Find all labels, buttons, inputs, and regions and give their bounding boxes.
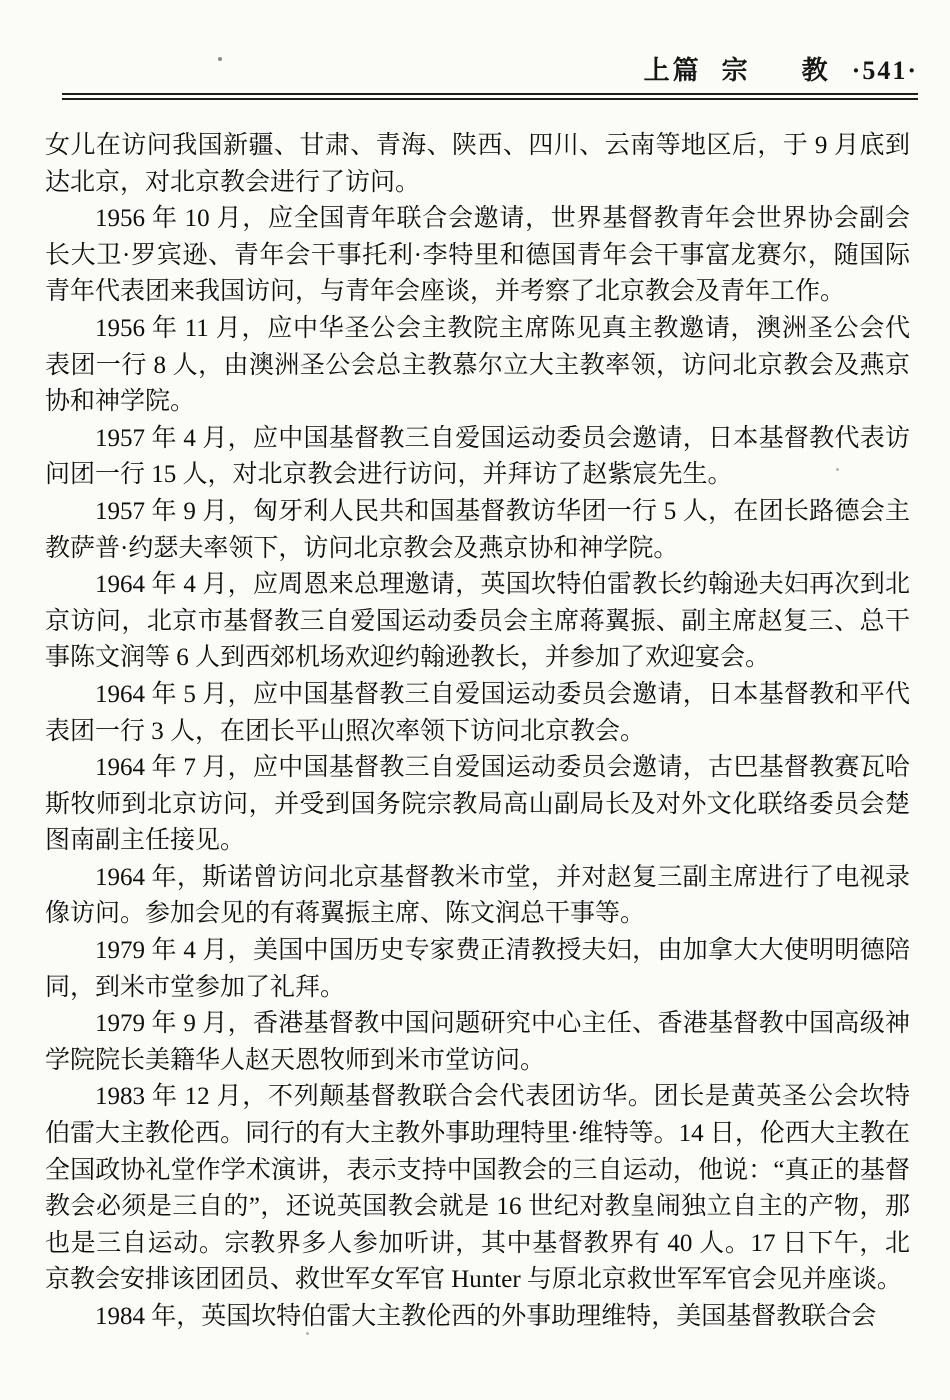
paragraph: 1984 年，英国坎特伯雷大主教伦西的外事助理维特，美国基督教联合会 — [95, 1303, 877, 1330]
paragraph: 1983 年 12 月，不列颠基督教联合会代表团访华。团长是黄英圣公会坎特伯雷大主教伦西。同行的有大主教外事助理特里·维特等。14 日，伦西大主教在全国政协礼堂作学术演讲，表示支持中国教会的三自运动，他说：“真正的基督教会必须是三自的”，还说英国教会就是 16 世纪对教皇闹独立自主的产物，那也是三自运动。宗教界多人参加听讲，其中基督教界有 40 人。17 日下午，北京教会安排该团团员、救世军女军官 Hunter 与原北京救世军军官会见并座谈。 — [45, 1083, 910, 1294]
paragraph: 女儿在访问我国新疆、甘肃、青海、陕西、四川、云南等地区后，于 9 月底到达北京，对北京教会进行了访问。 — [45, 132, 910, 196]
paragraph: 1964 年 4 月，应周恩来总理邀请，英国坎特伯雷教长约翰逊夫妇再次到北京访问，北京市基督教三自爱国运动委员会主席蒋翼振、副主席赵复三、总干事陈文润等 6 人到西郊机场欢迎约翰逊教长，并参加了欢迎宴会。 — [45, 571, 910, 672]
running-head — [62, 0, 918, 87]
scan-speck — [218, 57, 222, 61]
paragraph: 1957 年 4 月，应中国基督教三自爱国运动委员会邀请，日本基督教代表访问团一行 15 人，对北京教会进行访问，并拜访了赵紫宸先生。 — [45, 424, 910, 489]
paragraph: 1964 年，斯诺曾访问北京基督教米市堂，并对赵复三副主席进行了电视录像访问。参加会见的有蒋翼振主席、陈文润总干事等。 — [45, 863, 910, 928]
paragraph: 1979 年 4 月，美国中国历史专家费正清教授夫妇，由加拿大大使明明德陪同，到米市堂参加了礼拜。 — [45, 937, 910, 1001]
header-double-rule — [62, 93, 918, 100]
running-head-subject: 宗 教 — [721, 56, 842, 85]
scan-speck — [306, 1332, 309, 1335]
paragraph: 1956 年 11 月，应中华圣公会主教院主席陈见真主教邀请，澳洲圣公会代表团一行 8 人，由澳洲圣公会总主教慕尔立大主教率领，访问北京教会及燕京协和神学院。 — [45, 314, 910, 416]
paragraph: 1964 年 7 月，应中国基督教三自爱国运动委员会邀请，古巴基督教赛瓦哈斯牧师到北京访问，并受到国务院宗教局高山副局长及对外文化联络委员会楚图南副主任接见。 — [45, 754, 910, 855]
running-head-section: 上篇 — [643, 56, 702, 85]
paragraph: 1956 年 10 月，应全国青年联合会邀请，世界基督教青年会世界协会副会长大卫·罗宾逊、青年会干事托利·李特里和德国青年会干事富龙赛尔，随国际青年代表团来我国访问，与青年会座谈，并考察了北京教会及青年工作。 — [45, 205, 910, 306]
scan-speck — [836, 468, 839, 471]
paragraph: 1957 年 9 月，匈牙利人民共和国基督教访华团一行 5 人，在团长路德会主教萨普·约瑟夫率领下，访问北京教会及燕京协和神学院。 — [45, 497, 910, 562]
body-text-column — [45, 128, 910, 1336]
page-number: ·541· — [851, 56, 918, 85]
paragraph: 1979 年 9 月，香港基督教中国问题研究中心主任、香港基督教中国高级神学院院长美籍华人赵天恩牧师到米市堂访问。 — [45, 1010, 910, 1074]
paragraph: 1964 年 5 月，应中国基督教三自爱国运动委员会邀请，日本基督教和平代表团一行 3 人，在团长平山照次率领下访问北京教会。 — [45, 680, 910, 745]
